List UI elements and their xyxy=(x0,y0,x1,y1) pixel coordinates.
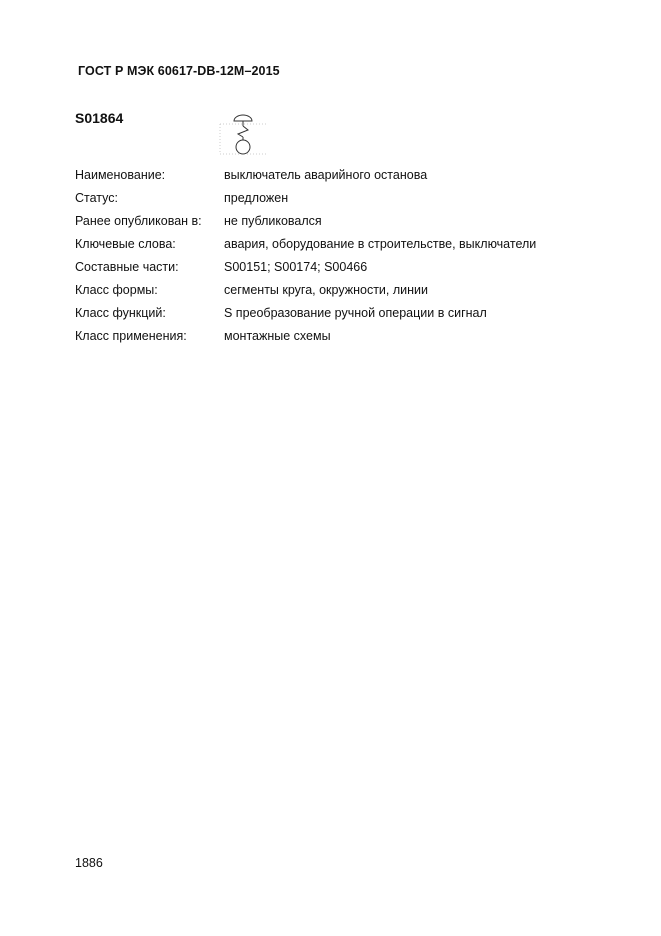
document-header: ГОСТ Р МЭК 60617-DB-12M–2015 xyxy=(78,64,280,78)
property-function-class xyxy=(75,301,635,324)
property-keywords xyxy=(75,232,635,255)
symbol-properties xyxy=(75,163,635,347)
property-components xyxy=(75,255,635,278)
property-value: S преобразование ручной операции в сигнал xyxy=(224,305,487,320)
property-name xyxy=(75,163,635,186)
property-value: авария, оборудование в строительстве, выключатели xyxy=(224,236,537,251)
property-previously-published xyxy=(75,209,635,232)
property-label: Ключевые слова: xyxy=(75,236,176,251)
property-application-class xyxy=(75,324,635,347)
property-label: Наименование: xyxy=(75,167,166,182)
property-value: не публиковался xyxy=(224,213,322,228)
property-value: выключатель аварийного останова xyxy=(224,167,428,182)
property-shape-class xyxy=(75,278,635,301)
emergency-stop-switch-symbol-icon xyxy=(218,112,268,160)
property-label: Ранее опубликован в: xyxy=(75,213,202,228)
property-label: Класс формы: xyxy=(75,282,158,297)
property-status xyxy=(75,186,635,209)
property-label: Статус: xyxy=(75,190,118,205)
property-label: Составные части: xyxy=(75,259,179,274)
property-label: Класс функций: xyxy=(75,305,166,320)
property-value: предложен xyxy=(224,190,289,205)
page-number: 1886 xyxy=(75,856,103,870)
property-label: Класс применения: xyxy=(75,328,187,343)
property-value: S00151; S00174; S00466 xyxy=(224,259,368,274)
symbol-code: S01864 xyxy=(75,110,124,126)
property-value: сегменты круга, окружности, линии xyxy=(224,282,428,297)
property-value: монтажные схемы xyxy=(224,328,331,343)
